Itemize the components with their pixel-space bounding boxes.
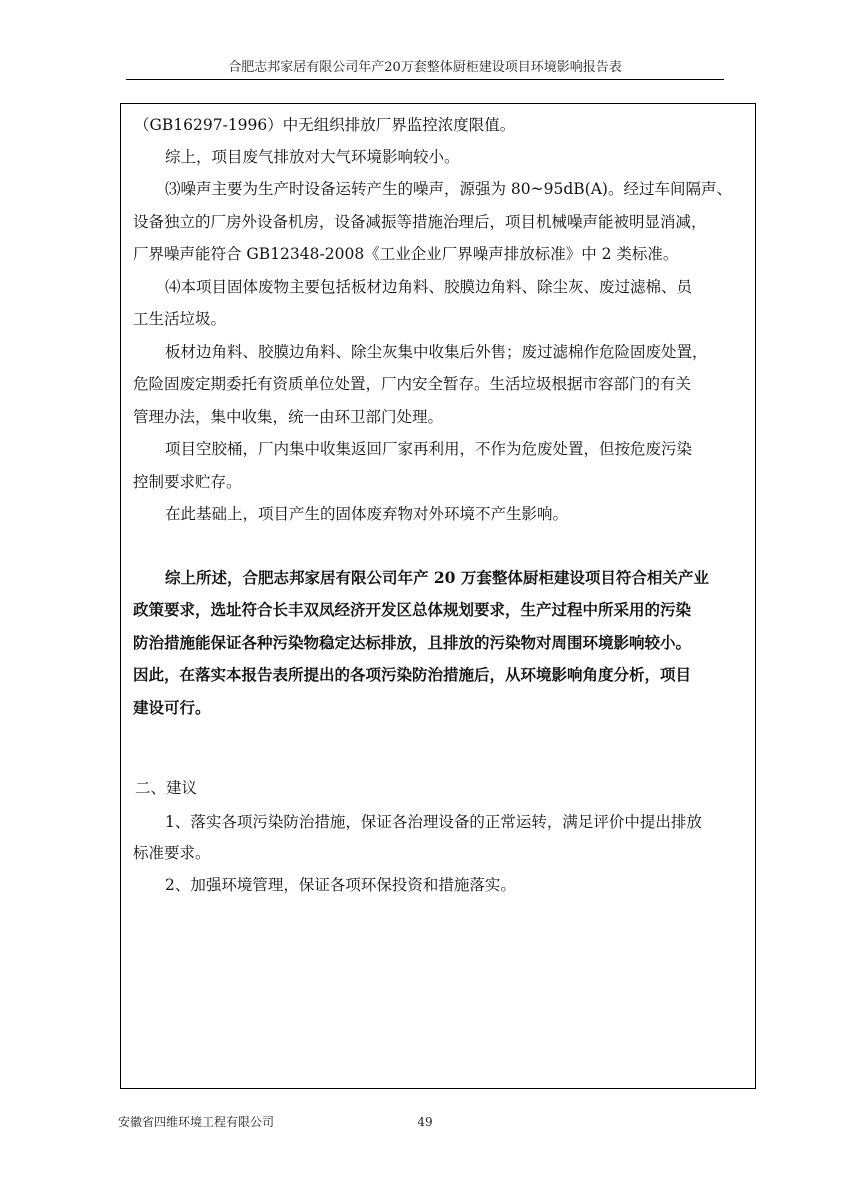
suggestion-line: 2、加强环境管理，保证各项环保投资和措施落实。 — [165, 876, 516, 894]
conclusion-line: 建设可行。 — [133, 698, 211, 717]
text-line: 板材边角料、胶膜边角料、除尘灰集中收集后外售；废过滤棉作危险固废处置， — [165, 343, 708, 361]
suggestions-heading: 二、建议 — [135, 779, 198, 797]
suggestion-line: 1、落实各项污染防治措施，保证各治理设备的正常运转，满足评价中提出排放 — [165, 813, 702, 831]
text-line: 厂界噪声能符合 GB12348-2008《工业企业厂界噪声排放标准》中 2 类标准。 — [133, 245, 679, 263]
page-number: 49 — [417, 1115, 433, 1129]
text-line: 管理办法，集中收集，统一由环卫部门处理。 — [133, 408, 444, 426]
conclusion-line: 综上所述，合肥志邦家居有限公司年产 20 万套整体厨柜建设项目符合相关产业 — [165, 568, 709, 587]
text-line: （GB16297-1996）中无组织排放厂界监控浓度限值。 — [134, 116, 516, 134]
text-line: 项目空胶桶，厂内集中收集返回厂家再利用，不作为危废处置，但按危废污染 — [165, 440, 693, 458]
text-line: 危险固废定期委托有资质单位处置，厂内安全暂存。生活垃圾根据市容部门的有关 — [133, 375, 692, 393]
text-line: ⑶噪声主要为生产时设备运转产生的噪声，源强为 80~95dB(A)。经过车间隔声、 — [165, 180, 732, 198]
footer-company: 安徽省四维环境工程有限公司 — [118, 1115, 275, 1129]
conclusion-line: 因此，在落实本报告表所提出的各项污染防治措施后，从环境影响角度分析，项目 — [133, 665, 692, 684]
header-rule — [126, 79, 724, 80]
suggestion-line: 标准要求。 — [133, 844, 211, 862]
text-line: 在此基础上，项目产生的固体废弃物对外环境不产生影响。 — [165, 505, 569, 523]
text-line: ⑷本项目固体废物主要包括板材边角料、胶膜边角料、除尘灰、废过滤棉、员 — [165, 278, 693, 296]
conclusion-line: 防治措施能保证各种污染物稳定达标排放，且排放的污染物对周围环境影响较小。 — [133, 633, 692, 652]
text-line: 设备独立的厂房外设备机房，设备减振等措施治理后，项目机械噪声能被明显消减， — [133, 213, 707, 231]
text-line: 工生活垃圾。 — [133, 310, 227, 328]
conclusion-line: 政策要求，选址符合长丰双凤经济开发区总体规划要求，生产过程中所采用的污染 — [133, 600, 692, 619]
text-line: 综上，项目废气排放对大气环境影响较小。 — [165, 148, 460, 166]
running-header: 合肥志邦家居有限公司年产20万套整体厨柜建设项目环境影响报告表 — [228, 60, 622, 75]
text-line: 控制要求贮存。 — [133, 473, 242, 491]
